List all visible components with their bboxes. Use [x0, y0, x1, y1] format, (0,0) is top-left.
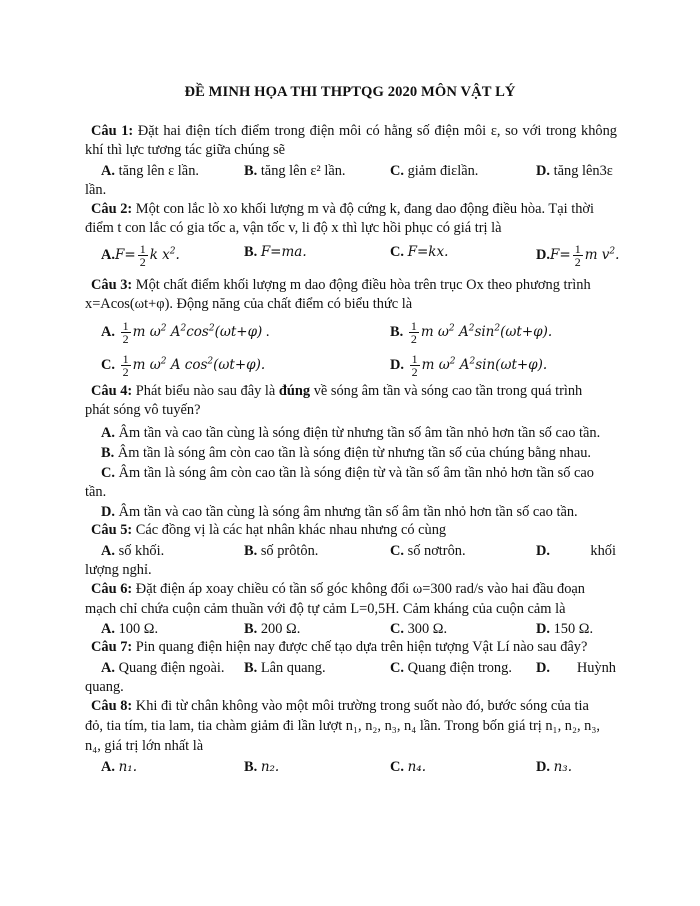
option-d-continuation: lần.	[85, 182, 107, 198]
option-d: D.F= $\frac{1}{2}$ m $v^2$.	[536, 242, 620, 269]
option-a: A. 100 Ω.	[101, 621, 159, 637]
question-number: Câu 1:	[91, 123, 134, 139]
option-a: A. Âm tần và cao tần cùng là sóng điện từ nhưng tần số âm tần nhỏ hơn tần số cao tần.	[101, 425, 601, 441]
option-b: B. F=ma.	[244, 244, 307, 260]
option-a: A. $\frac{1}{2}$ m $\omega^2$ $A^2\cos^2(\omega t+\varphi)$ .	[101, 319, 270, 346]
option-c: C. số nơtrôn.	[390, 543, 466, 559]
question-3-line2: x=Acos(ωt+φ). Động năng của chất điểm có biểu thức là	[85, 296, 413, 312]
question-4-line2: phát sóng vô tuyến?	[85, 402, 201, 418]
option-d: D. Huỳnh	[536, 660, 616, 676]
question-3: Câu 3: Một chất điểm khối lượng m dao động điều hòa trên trục Ox theo phương trình	[91, 277, 591, 293]
option-b: B. Lân quang.	[244, 660, 326, 676]
option-d: D. $\frac{1}{2}$ m $\omega^2$ $A^2\sin(\omega t+\varphi)$.	[390, 352, 548, 379]
option-d-continuation: lượng nghỉ.	[85, 562, 152, 578]
question-2: Câu 2: Một con lắc lò xo khối lượng m và độ cứng k, đang dao động điều hòa. Tại thời	[91, 201, 594, 217]
option-b: B. n₂.	[244, 759, 280, 775]
answer-row	[101, 620, 621, 640]
question-6-line2: mạch chỉ chứa cuộn cảm thuần với độ tự cảm L=0,5H. Cảm kháng của cuộn cảm là	[85, 601, 566, 617]
option-c: C. F=kx.	[390, 244, 449, 260]
question-text: Đặt hai điện tích điểm trong điện môi có hằng số điện môi ε, so với trong không khí thì lực tương tác giữa chúng sẽ	[85, 123, 617, 158]
option-c-continuation: tần.	[85, 484, 107, 500]
option-d: D. tăng lên3ε	[536, 163, 613, 179]
option-d: D. n₃.	[536, 759, 573, 775]
option-d-continuation: quang.	[85, 679, 124, 695]
option-d: D. 150 Ω.	[536, 621, 594, 637]
question-7: Câu 7: Pin quang điện hiện nay được chế tạo dựa trên hiện tượng Vật Lí nào sau đây?	[91, 639, 588, 655]
option-a: A.F= $\frac{1}{2}$ k $x^2$.	[101, 242, 180, 269]
question-1	[85, 122, 617, 160]
question-8-line3: n₄, giá trị lớn nhất là	[85, 738, 204, 754]
option-a: A. Quang điện ngoài.	[101, 660, 225, 676]
option-b: B. Âm tần là sóng âm còn cao tần là sóng điện từ nhưng tần số của chúng bằng nhau.	[101, 445, 592, 461]
option-c: C. Quang điện trong.	[390, 660, 512, 676]
option-c: C. $\frac{1}{2}$ m $\omega^2$ A $\cos^2(\omega t+\varphi)$.	[101, 352, 266, 379]
answer-row	[101, 320, 621, 346]
option-a: A. số khối.	[101, 543, 165, 559]
option-b: B. số prôtôn.	[244, 543, 319, 559]
option-d: D. khối	[536, 543, 616, 559]
exam-title: ĐỀ MINH HỌA THI THPTQG 2020 MÔN VẬT LÝ	[184, 84, 516, 100]
question-6: Câu 6: Đặt điện áp xoay chiều có tần số góc không đổi ω=300 rad/s vào hai đầu đoạn	[91, 581, 585, 597]
question-8: Câu 8: Khi đi từ chân không vào một môi trường trong suốt nào đó, bước sóng của tia	[91, 698, 589, 714]
answer-row	[101, 542, 621, 562]
option-d: D. Âm tần và cao tần cùng là sóng âm nhưng tần số âm tần nhỏ hơn tần số cao tần.	[101, 504, 578, 520]
option-a: A. n₁.	[101, 759, 138, 775]
question-5: Câu 5: Các đồng vị là các hạt nhân khác nhau nhưng có cùng	[91, 522, 447, 538]
answer-row	[101, 659, 621, 679]
option-b: B. tăng lên ε² lần.	[244, 163, 346, 179]
answer-row	[101, 243, 621, 269]
question-8-line2: đỏ, tia tím, tia lam, tia chàm giảm đi lần lượt n₁, n₂, n₃, n₄ lần. Trong bốn giá trị n₁, n₂, n₃,	[85, 718, 600, 734]
option-c: C. giảm điεlần.	[390, 163, 479, 179]
question-4: Câu 4: Phát biểu nào sau đây là đúng về sóng âm tần và sóng cao tần trong quá trình	[91, 383, 583, 399]
option-b: B. $\frac{1}{2}$ m $\omega^2$ $A^2\sin^2(\omega t+\varphi)$.	[390, 319, 553, 346]
option-a: A. tăng lên ε lần.	[101, 163, 199, 179]
answer-row	[101, 758, 621, 778]
answer-row	[101, 162, 621, 182]
question-2-line2: điểm t con lắc có gia tốc a, vận tốc v, li độ x thì lực hồi phục có giá trị là	[85, 220, 502, 236]
answer-row	[101, 353, 621, 379]
option-c: C. n₄.	[390, 759, 427, 775]
option-c: C. 300 Ω.	[390, 621, 448, 637]
option-b: B. 200 Ω.	[244, 621, 301, 637]
option-c: C. Âm tần là sóng âm còn cao tần là sóng điện từ và tần số âm tần nhỏ hơn tần số cao	[101, 465, 595, 481]
